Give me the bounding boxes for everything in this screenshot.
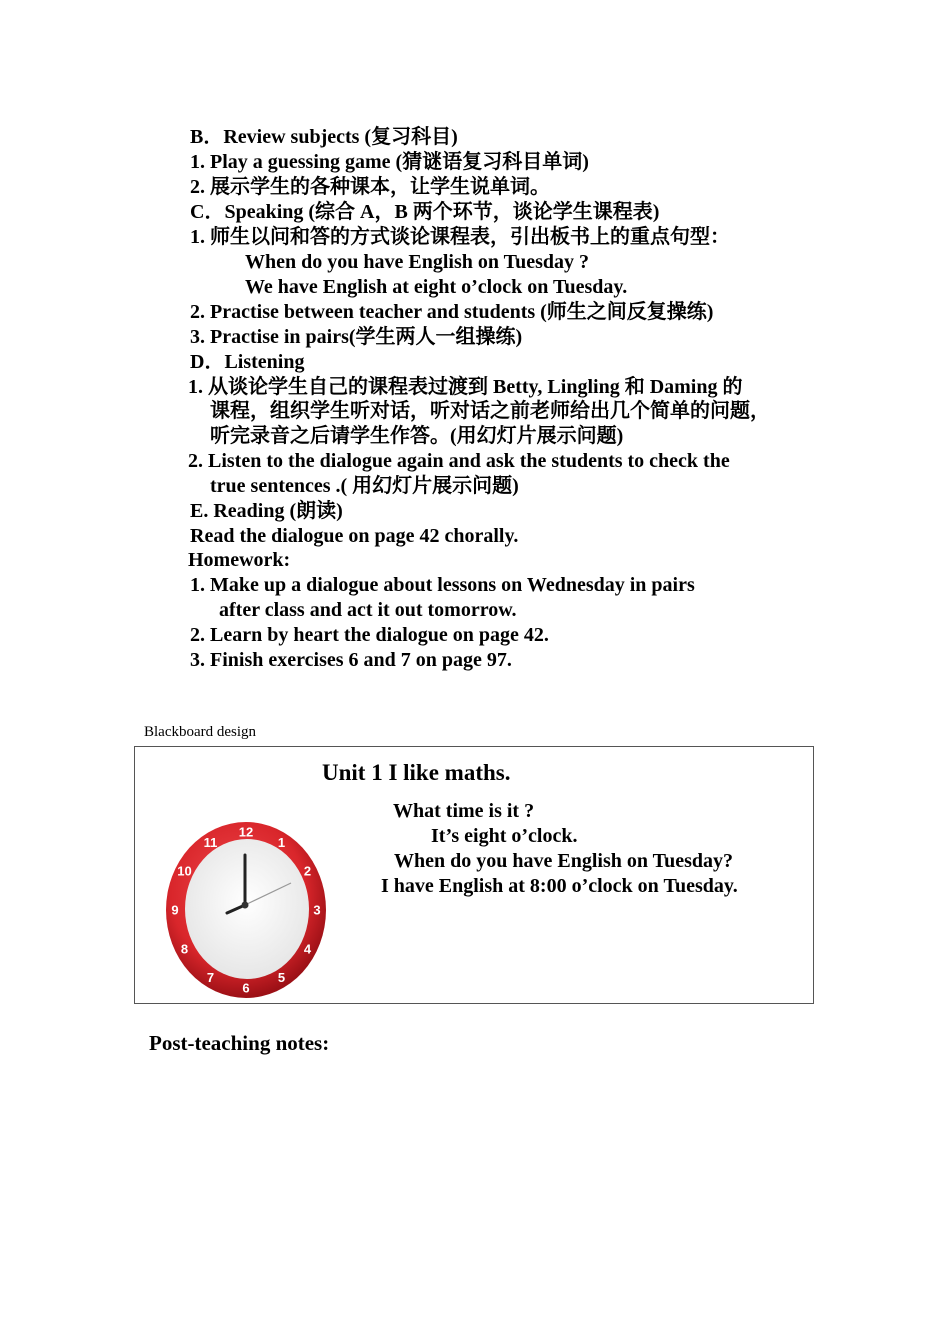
blackboard-line: What time is it ? bbox=[393, 800, 535, 822]
blackboard-line: When do you have English on Tuesday? bbox=[394, 850, 734, 872]
clock-numeral: 7 bbox=[206, 970, 215, 985]
blackboard-line: It’s eight o’clock. bbox=[431, 825, 578, 847]
section-d-heading: D．Listening bbox=[190, 351, 305, 373]
plan-line: 3. Practise in pairs(学生两人一组操练) bbox=[190, 326, 523, 348]
clock-center bbox=[242, 902, 249, 909]
plan-line: 1. 师生以问和答的方式谈论课程表，引出板书上的重点句型： bbox=[190, 226, 730, 248]
section-c-heading: C．Speaking (综合 A，B 两个环节，谈论学生课程表) bbox=[190, 201, 660, 223]
clock-numeral: 9 bbox=[171, 902, 179, 918]
clock-numeral: 4 bbox=[303, 941, 312, 957]
clock-numeral: 10 bbox=[177, 863, 192, 879]
homework-item: after class and act it out tomorrow. bbox=[219, 599, 517, 621]
clock-numeral: 8 bbox=[180, 941, 189, 957]
plan-line: 2. Listen to the dialogue again and ask the students to check the bbox=[188, 450, 730, 472]
clock-numeral: 2 bbox=[303, 863, 312, 879]
post-teaching-notes: Post-teaching notes: bbox=[149, 1031, 330, 1055]
clock-numeral: 11 bbox=[203, 835, 218, 850]
clock-face bbox=[185, 839, 312, 979]
key-sentence: When do you have English on Tuesday ? bbox=[245, 251, 590, 273]
clock-numeral: 1 bbox=[277, 835, 286, 850]
clock-numeral: 6 bbox=[242, 980, 250, 996]
plan-line: 2. Practise between teacher and students (师生之间反复操练) bbox=[190, 301, 714, 323]
blackboard-line: I have English at 8:00 o’clock on Tuesday. bbox=[381, 875, 738, 897]
clock-numeral: 5 bbox=[277, 970, 286, 985]
blackboard-title: Unit 1 I like maths. bbox=[322, 760, 511, 785]
section-e-heading: E. Reading (朗读) bbox=[190, 500, 343, 522]
plan-line: 2. 展示学生的各种课本，让学生说单词。 bbox=[190, 176, 550, 198]
homework-heading: Homework: bbox=[188, 549, 291, 571]
plan-line: true sentences .( 用幻灯片展示问题) bbox=[210, 475, 519, 497]
clock-image bbox=[163, 817, 329, 999]
plan-line: 1. Play a guessing game (猜谜语复习科目单词) bbox=[190, 151, 589, 173]
homework-item: 1. Make up a dialogue about lessons on Wednesday in pairs bbox=[190, 574, 695, 596]
homework-item: 2. Learn by heart the dialogue on page 42. bbox=[190, 624, 549, 646]
plan-line: Read the dialogue on page 42 chorally. bbox=[190, 525, 519, 547]
key-sentence: We have English at eight o’clock on Tuesday. bbox=[245, 276, 628, 298]
plan-line: 1. 从谈论学生自己的课程表过渡到 Betty, Lingling 和 Daming 的 bbox=[188, 376, 743, 398]
clock-numeral: 3 bbox=[313, 902, 321, 918]
clock-numeral: 12 bbox=[238, 824, 254, 840]
homework-item: 3. Finish exercises 6 and 7 on page 97. bbox=[190, 649, 512, 671]
plan-line: 听完录音之后请学生作答。(用幻灯片展示问题) bbox=[210, 425, 624, 447]
blackboard-caption: Blackboard design bbox=[144, 724, 257, 740]
plan-line: 课程，组织学生听对话，听对话之前老师给出几个简单的问题， bbox=[210, 400, 770, 422]
section-b-heading: B．Review subjects (复习科目) bbox=[190, 126, 458, 148]
blackboard-design bbox=[134, 746, 814, 1004]
